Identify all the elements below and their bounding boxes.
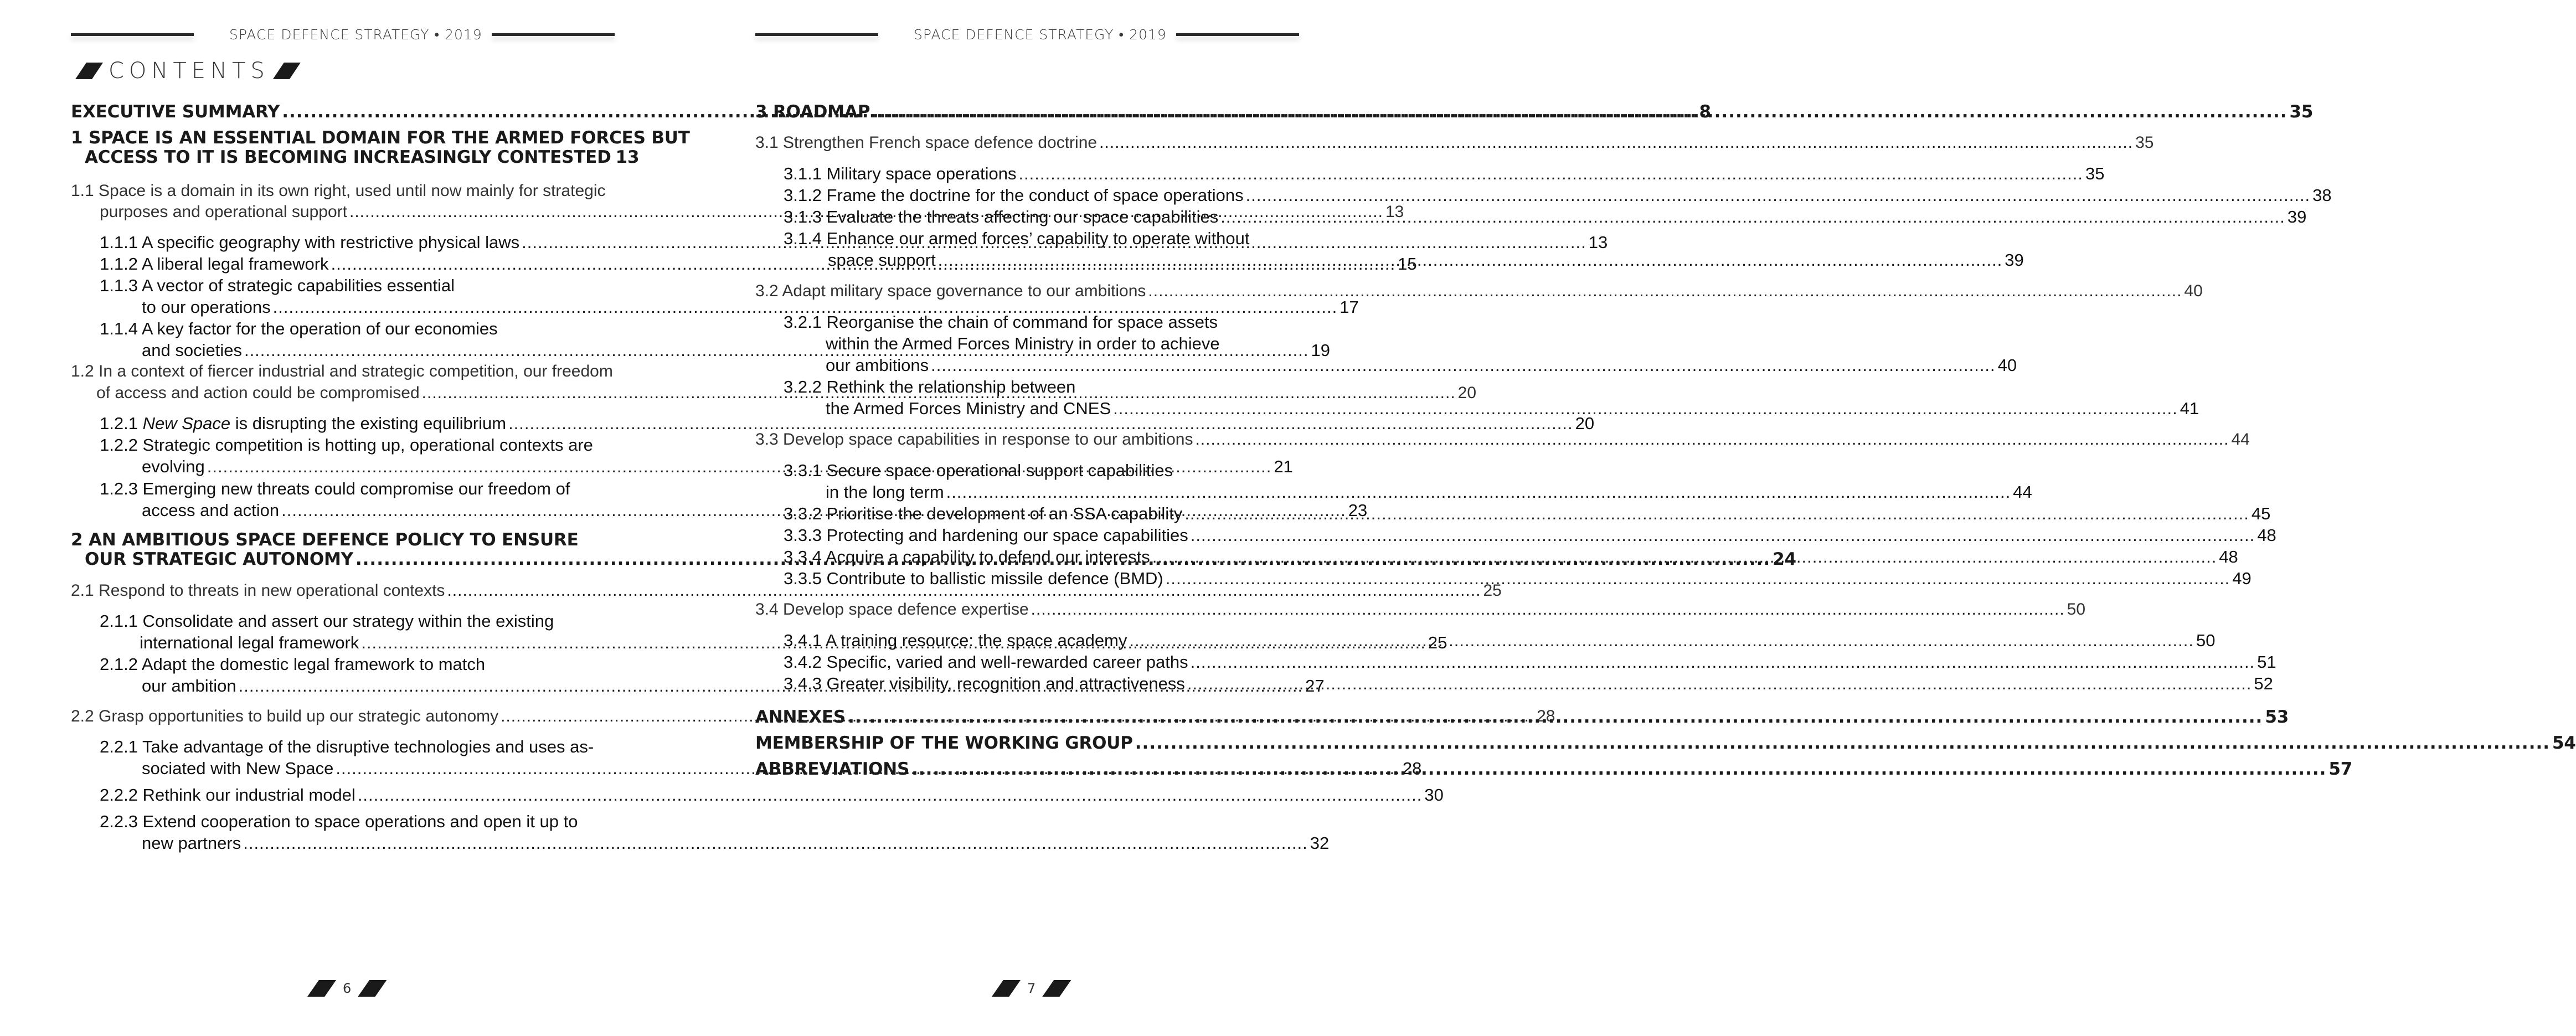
dot-leader	[1152, 546, 2217, 568]
toc-page-number: 8	[1699, 102, 1711, 122]
toc-entry[interactable]	[85, 147, 640, 168]
toc-page-number: 53	[2265, 707, 2289, 727]
toc-entry-title-line: 2.1.2 Adapt the domestic legal framework to match	[100, 654, 486, 674]
page-footer	[992, 980, 1071, 997]
toc-page-number: 25	[1483, 581, 1502, 600]
toc-entry-title-line: 2.2.1 Take advantage of the disruptive technologies and uses as-	[100, 737, 594, 756]
toc-entry[interactable]	[755, 101, 2314, 123]
toc-entry[interactable]	[755, 132, 2154, 153]
toc-entry-title: 3 ROADMAP	[755, 102, 870, 122]
toc-page-number: 17	[1339, 297, 1359, 317]
toc-entry-title: 2.2.2 Rethink our industrial model	[100, 785, 356, 805]
toc-entry-title: of access and action could be compromised	[96, 384, 420, 402]
slash-icon	[273, 63, 301, 79]
toc-entry-title: the Armed Forces Ministry and CNES	[826, 399, 1111, 418]
toc-page-number: 21	[1274, 457, 1293, 476]
toc-entry[interactable]	[826, 481, 2032, 503]
dot-leader	[1187, 673, 2252, 694]
toc-entry-title-line: 2.2.3 Extend cooperation to space operations and open it up to	[100, 812, 578, 831]
toc-page-number: 19	[1311, 341, 1330, 360]
toc-page-number: 28	[1537, 707, 1555, 725]
toc-page-number: 40	[2184, 282, 2203, 300]
toc-page-number: 13	[615, 147, 640, 167]
slash-icon	[1042, 980, 1071, 997]
dot-leader	[1135, 733, 2550, 754]
toc-entry[interactable]	[826, 398, 2199, 419]
header-rule-right	[1176, 33, 1299, 36]
dot-leader	[1113, 398, 2178, 419]
toc-entry-title: ACCESS TO IT IS BECOMING INCREASINGLY CONTESTED	[85, 147, 611, 167]
toc-page-number: 20	[1457, 384, 1477, 402]
toc-entry-title-line: 3.2.2 Rethink the relationship between	[784, 377, 1076, 396]
toc-entry[interactable]	[784, 206, 2307, 228]
dot-leader	[1195, 429, 2229, 450]
toc-entry-title-line: 1.1 Space is a domain in its own right, used until now mainly for strategic	[71, 182, 606, 200]
toc-entry-title: OUR STRATEGIC AUTONOMY	[85, 549, 353, 569]
toc-entry-title: our ambitions	[826, 355, 929, 375]
running-header: SPACE DEFENCE STRATEGY • 2019	[229, 27, 482, 43]
dot-leader	[1191, 651, 2255, 673]
dot-leader	[848, 707, 2263, 728]
toc-page-number: 48	[2219, 547, 2238, 566]
toc-entry-title: 3.4.3 Greater visibility, recognition and attractiveness	[784, 674, 1185, 693]
toc-entry-title: space support	[828, 250, 936, 270]
toc-entry-title-line: within the Armed Forces Ministry in order to achieve	[826, 334, 1220, 353]
toc-page-number: 32	[1310, 833, 1330, 853]
toc-entry-title-line: 1.1.4 A key factor for the operation of our economies	[100, 319, 498, 338]
toc-entry-title: to our operations	[142, 297, 271, 317]
toc-page-number: 39	[2005, 250, 2024, 270]
slash-icon	[307, 980, 336, 997]
toc-entry-title: 3.4.2 Specific, varied and well-rewarded career paths	[784, 652, 1188, 672]
toc-entry-title: 3.1.1 Military space operations	[784, 164, 1017, 183]
toc-page-number: 15	[1398, 254, 1417, 274]
toc-entry-title-line: 1.1.3 A vector of strategic capabilities essential	[100, 276, 455, 295]
dot-leader	[1099, 132, 2133, 153]
slash-icon	[992, 980, 1021, 997]
toc-page-number: 48	[2257, 525, 2276, 545]
toc-page-number: 40	[1997, 355, 2017, 375]
dot-leader	[1129, 630, 2194, 651]
toc-entry-title-line: 2.1.1 Consolidate and assert our strategy within the existing	[100, 611, 554, 631]
toc-entry-title: sociated with New Space	[142, 759, 334, 778]
toc-entry-title: access and action	[142, 501, 280, 520]
toc-entry[interactable]	[784, 651, 2276, 673]
toc-page-number: 45	[2251, 504, 2271, 523]
dot-leader	[1148, 280, 2182, 302]
toc-page-number: 52	[2254, 674, 2273, 693]
toc-entry-title: 2.1 Respond to threats in new operational contexts	[71, 581, 445, 600]
toc-entry-title-line: 1.2.3 Emerging new threats could compromise our freedom of	[100, 479, 570, 498]
toc-page-number: 39	[2287, 207, 2307, 226]
toc-page-number: 44	[2013, 482, 2032, 502]
toc-entry-title: international legal framework	[140, 633, 359, 652]
toc-entry-title-line: 3.3.1 Secure space operational support capabilities	[784, 461, 1173, 480]
toc-entry-title: 3.3.3 Protecting and hardening our space capabilities	[784, 525, 1188, 545]
toc-page-number: 23	[1348, 501, 1368, 520]
toc-page-number: 35	[2289, 102, 2314, 122]
toc-entry-title: 3.4 Develop space defence expertise	[755, 600, 1029, 618]
toc-entry-title: 1.2.1 New Space is disrupting the existing equilibrium	[100, 414, 507, 433]
toc-entry-title: 3.3.5 Contribute to ballistic missile defence (BMD)	[784, 569, 1163, 588]
toc-page-number: 25	[1428, 633, 1447, 652]
header-rule-right	[492, 33, 615, 36]
toc-page-number: 30	[1424, 785, 1444, 805]
toc-entry-title: 1.1.2 A liberal legal framework	[100, 254, 329, 274]
toc-page-number: 20	[1575, 414, 1595, 433]
toc-entry-title: 3.4.1 A training resource: the space academy	[784, 631, 1127, 650]
toc-entry-title: 2.2 Grasp opportunities to build up our strategic autonomy	[71, 707, 499, 725]
dot-leader	[1166, 568, 2230, 589]
toc-entry-title-line: 1.2.2 Strategic competition is hotting up, operational contexts are	[100, 435, 593, 455]
toc-page-number: 13	[1385, 203, 1404, 221]
dot-leader	[1031, 599, 2065, 620]
toc-entry-title: EXECUTIVE SUMMARY	[71, 102, 280, 122]
toc-page-number: 50	[2196, 631, 2216, 650]
toc-page-number: 54	[2552, 733, 2576, 753]
page-number: 7	[1027, 981, 1036, 996]
contents-heading	[75, 57, 301, 85]
toc-page-number: 44	[2231, 430, 2250, 449]
toc-entry[interactable]	[755, 280, 2203, 302]
slash-icon	[358, 980, 387, 997]
toc-page-number: 51	[2257, 652, 2276, 672]
toc-entry[interactable]	[755, 429, 2250, 450]
running-header: SPACE DEFENCE STRATEGY • 2019	[914, 27, 1167, 43]
toc-page-number: 27	[1305, 676, 1325, 695]
toc-entry[interactable]	[71, 580, 1502, 601]
toc-page-number: 28	[1402, 759, 1422, 778]
contents-title: CONTENTS	[109, 58, 270, 84]
dot-leader	[931, 354, 1996, 376]
toc-page-number: 13	[1588, 233, 1608, 252]
toc-entry-title: purposes and operational support	[100, 203, 347, 221]
toc-entry-title-line: 1 SPACE IS AN ESSENTIAL DOMAIN FOR THE ARMED FORCES BUT	[71, 128, 690, 148]
toc-entry-title: 3.1.3 Evaluate the threats affecting our space capabilities	[784, 207, 1219, 226]
toc-page-number: 24	[1773, 549, 1796, 569]
dot-leader	[1191, 524, 2255, 546]
toc-entry[interactable]	[142, 832, 1330, 854]
toc-entry-title: 3.2 Adapt military space governance to our ambitions	[755, 282, 1146, 300]
dot-leader	[872, 101, 2287, 123]
toc-entry[interactable]	[784, 568, 2252, 589]
toc-entry[interactable]	[826, 354, 2017, 376]
toc-entry-title: 3.1 Strengthen French space defence doctrine	[755, 133, 1098, 152]
dot-leader	[1220, 206, 2285, 228]
toc-page-number: 35	[2085, 164, 2105, 183]
toc-page-number: 49	[2232, 569, 2252, 588]
toc-entry-title: MEMBERSHIP OF THE WORKING GROUP	[755, 733, 1133, 753]
toc-page-number: 38	[2312, 185, 2332, 205]
toc-page-number: 57	[2328, 759, 2353, 779]
toc-entry[interactable]	[784, 163, 2105, 184]
toc-page-number: 41	[2180, 399, 2199, 418]
toc-entry-title: ANNEXES	[755, 707, 846, 727]
toc-entry-title: ABBREVIATIONS	[755, 759, 910, 779]
toc-entry-title-line: 3.1.4 Enhance our armed forces’ capability to operate without	[784, 229, 1250, 248]
toc-entry[interactable]	[100, 784, 1444, 806]
toc-entry-title: and societies	[142, 341, 242, 360]
toc-entry-title: in the long term	[826, 482, 944, 502]
toc-entry-title-line: 1.2 In a context of fiercer industrial and strategic competition, our freedom	[71, 362, 613, 380]
dot-leader	[1246, 184, 2311, 206]
toc-entry-title: 3.3 Develop space capabilities in response to our ambitions	[755, 430, 1193, 449]
header-rule-left	[71, 33, 194, 36]
dot-leader	[1184, 503, 2249, 524]
dot-leader	[938, 249, 2003, 271]
toc-entry-title: 3.3.2 Prioritise the development of an SSA capability	[784, 504, 1183, 523]
dot-leader	[1018, 163, 2083, 184]
toc-page-number: 35	[2135, 133, 2154, 152]
page-number: 6	[343, 981, 352, 996]
header-rule-left	[755, 33, 878, 36]
toc-entry[interactable]	[100, 413, 1595, 434]
toc-entry[interactable]	[142, 296, 1359, 318]
dot-leader	[946, 481, 2011, 503]
toc-entry[interactable]	[784, 524, 2276, 546]
toc-entry[interactable]	[755, 733, 2576, 754]
toc-entry-title: 3.1.2 Frame the doctrine for the conduct of space operations	[784, 185, 1244, 205]
toc-entry[interactable]	[755, 599, 2086, 620]
toc-entry-title: new partners	[142, 833, 241, 853]
toc-page-number: 50	[2067, 600, 2086, 618]
slash-icon	[75, 63, 103, 79]
toc-entry[interactable]	[784, 184, 2332, 206]
toc-entry-title: our ambition	[142, 676, 236, 695]
toc-entry-title: 3.3.4 Acquire a capability to defend our interests	[784, 547, 1150, 566]
toc-entry-title: 1.1.1 A specific geography with restrictive physical laws	[100, 233, 520, 252]
toc-entry-title-line: 3.2.1 Reorganise the chain of command for space assets	[784, 312, 1218, 332]
toc-entry-title: evolving	[142, 457, 205, 476]
page-footer	[307, 980, 387, 997]
toc-entry-title-line: 2 AN AMBITIOUS SPACE DEFENCE POLICY TO ENSURE	[71, 530, 579, 550]
dot-leader	[911, 759, 2326, 780]
